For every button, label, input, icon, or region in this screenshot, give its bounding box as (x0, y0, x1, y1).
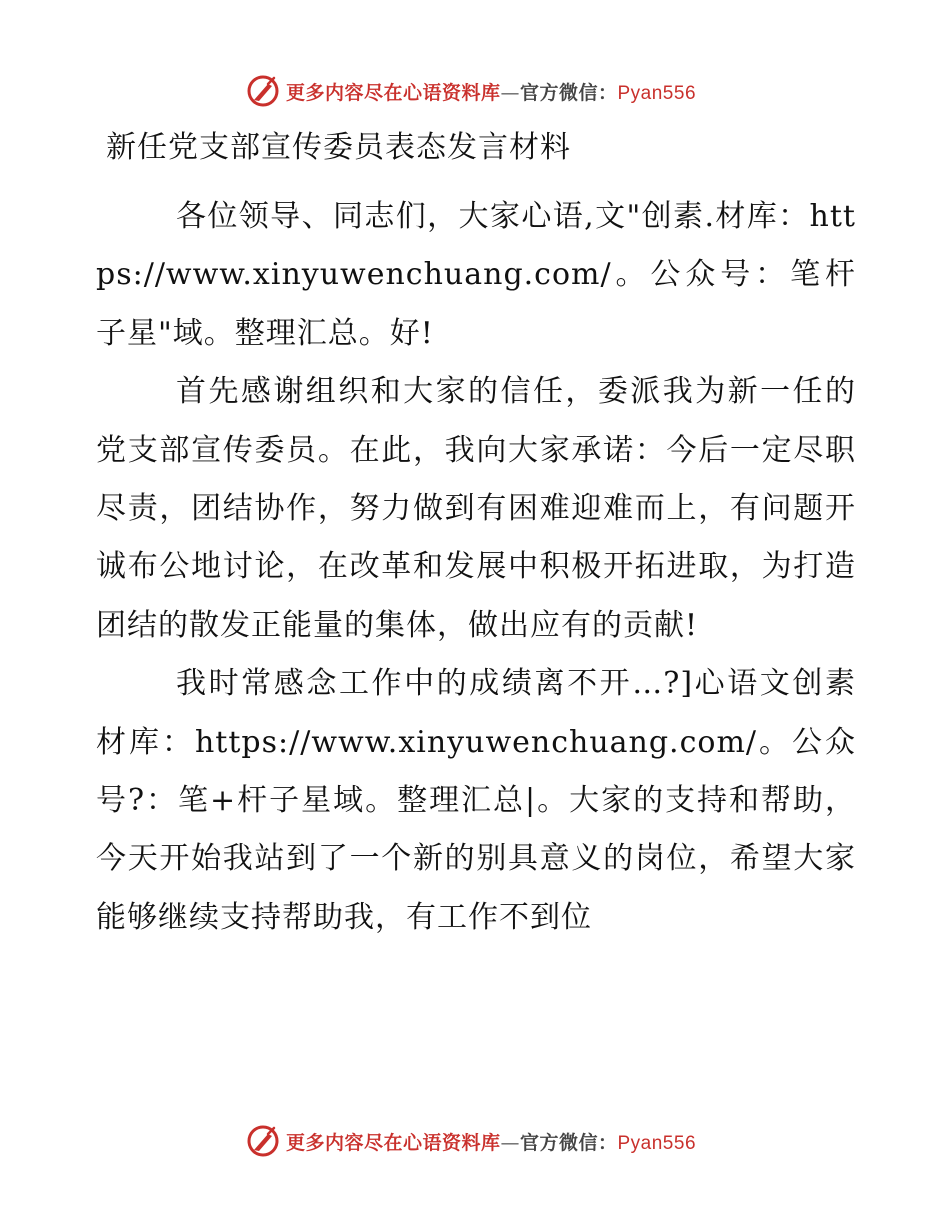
paragraph-3: 我时常感念工作中的成绩离不开…?]心语文创素材库：https://www.xinyuwenchuang.com/。公众号?：笔+杆子星域。整理汇总|。大家的支持和帮助，今天开始我站到了一个新的别具意义的岗位，希望大家能够继续支持帮助我，有工作不到位 (96, 666, 856, 935)
quill-pen-logo-icon (246, 1124, 280, 1158)
watermark-wechat-id: Pyan556 (617, 82, 697, 104)
paragraph-1: 各位领导、同志们，大家心语,文"创素.材库：https://www.xinyuwenchuang.com/。公众号：笔杆子星"域。整理汇总。好! (96, 199, 856, 351)
quill-pen-logo-icon (246, 74, 280, 108)
watermark-text (286, 78, 696, 105)
document-body (96, 188, 856, 947)
watermark-main-text: 更多内容尽在心语资料库 (285, 1131, 501, 1154)
watermark-separator: — (500, 1131, 520, 1154)
watermark-main-text: 更多内容尽在心语资料库 (285, 81, 501, 104)
watermark-text (286, 1128, 696, 1155)
header-watermark (0, 71, 950, 111)
paragraph-2: 首先感谢组织和大家的信任，委派我为新一任的党支部宣传委员。在此，我向大家承诺：今后一定尽职尽责，团结协作，努力做到有困难迎难而上，有问题开诚布公地讨论，在改革和发展中积极开拓进取，为打造团结的散发正能量的集体，做出应有的贡献! (96, 374, 856, 643)
watermark-wechat-id: Pyan556 (617, 1132, 697, 1154)
document-title: 新任党支部宣传委员表态发言材料 (106, 130, 571, 165)
watermark-separator: — (500, 81, 520, 104)
watermark-wechat-label: 官方微信： (519, 1131, 618, 1154)
watermark-wechat-label: 官方微信： (519, 81, 618, 104)
footer-watermark (0, 1121, 950, 1161)
